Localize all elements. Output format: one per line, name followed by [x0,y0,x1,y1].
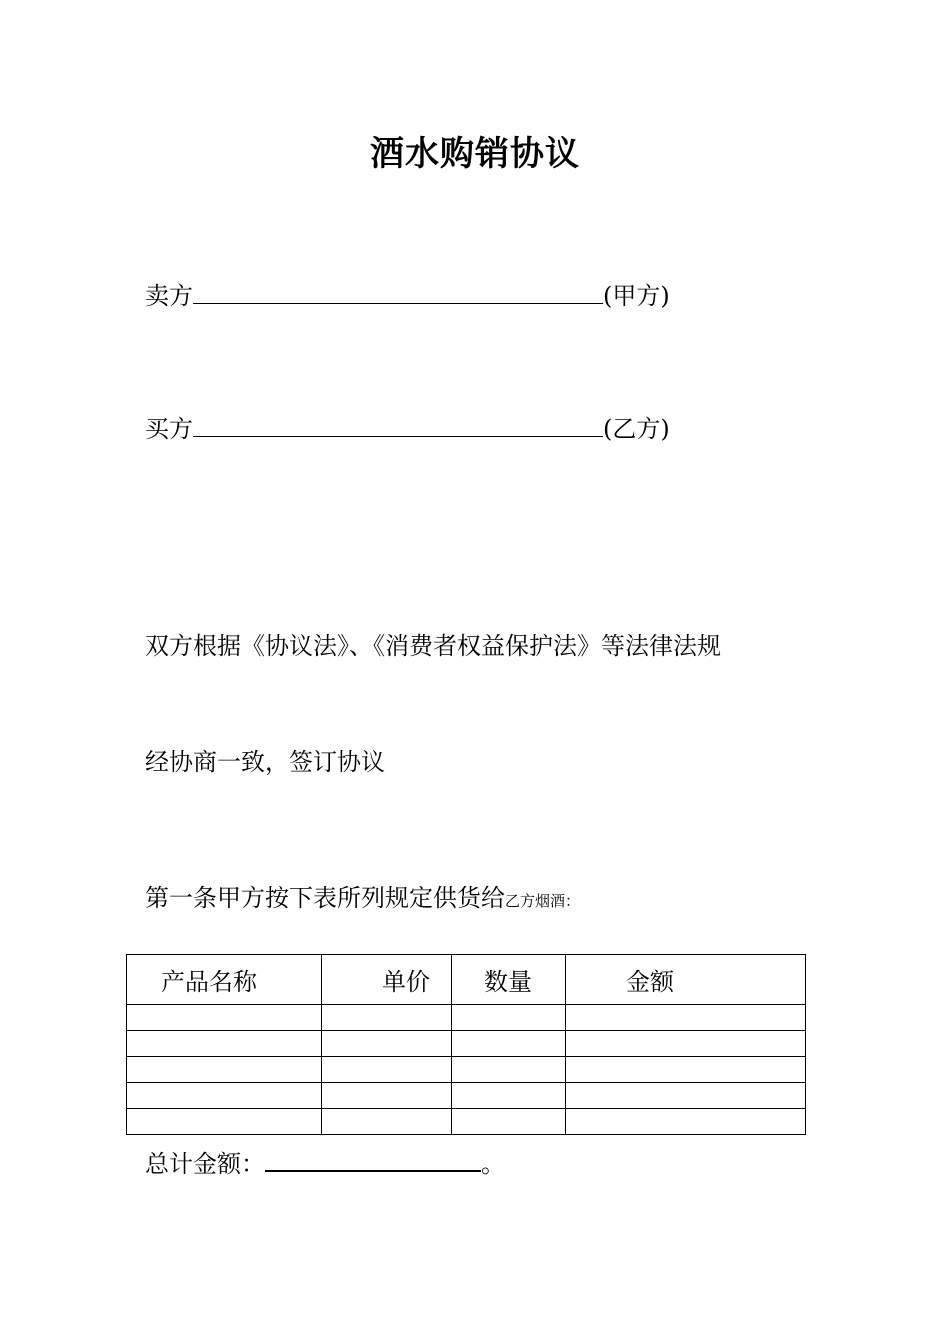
buyer-label: 买方 [145,415,193,443]
table-cell[interactable] [566,1057,806,1083]
table-cell[interactable] [452,1083,566,1109]
article-1-main: 第一条甲方按下表所列规定供货给 [145,884,505,912]
paragraph-line-2: 经协商一致，签订协议 [145,748,385,776]
header-amount: 金额 [566,955,806,1005]
seller-suffix: (甲方) [603,282,670,310]
table-cell[interactable] [322,1109,452,1135]
paragraph-line-1: 双方根据《协议法》、《消费者权益保护法》等法律法规 [145,632,721,660]
table-cell[interactable] [452,1005,566,1031]
table-cell[interactable] [127,1031,322,1057]
table-cell[interactable] [566,1031,806,1057]
total-suffix: 。 [481,1150,505,1178]
table-cell[interactable] [322,1057,452,1083]
table-cell[interactable] [322,1031,452,1057]
table-cell[interactable] [322,1005,452,1031]
header-product-name: 产品名称 [127,955,322,1005]
table-row [127,1005,806,1031]
buyer-suffix: (乙方) [603,415,670,443]
table-cell[interactable] [127,1005,322,1031]
table-row [127,1031,806,1057]
table-row [127,1109,806,1135]
table-cell[interactable] [127,1109,322,1135]
document-title: 酒水购销协议 [370,134,580,174]
seller-line [145,280,670,312]
table-cell[interactable] [452,1031,566,1057]
buyer-blank[interactable] [193,414,603,437]
total-label: 总计金额： [145,1150,265,1178]
table-row [127,1057,806,1083]
total-blank[interactable] [265,1148,481,1172]
table-row [127,1083,806,1109]
table-cell[interactable] [566,1109,806,1135]
seller-blank[interactable] [193,281,603,304]
table-cell[interactable] [127,1057,322,1083]
table-cell[interactable] [322,1083,452,1109]
table-cell[interactable] [127,1083,322,1109]
table-cell[interactable] [566,1005,806,1031]
table-cell[interactable] [566,1083,806,1109]
article-1-small: 乙方烟酒： [505,892,581,910]
goods-table [126,954,806,1135]
header-unit-price: 单价 [322,955,452,1005]
seller-label: 卖方 [145,282,193,310]
total-line [145,1148,505,1180]
article-1 [145,882,580,917]
table-header-row [127,955,806,1005]
table-cell[interactable] [452,1057,566,1083]
table-cell[interactable] [452,1109,566,1135]
header-quantity: 数量 [452,955,566,1005]
buyer-line [145,413,670,445]
